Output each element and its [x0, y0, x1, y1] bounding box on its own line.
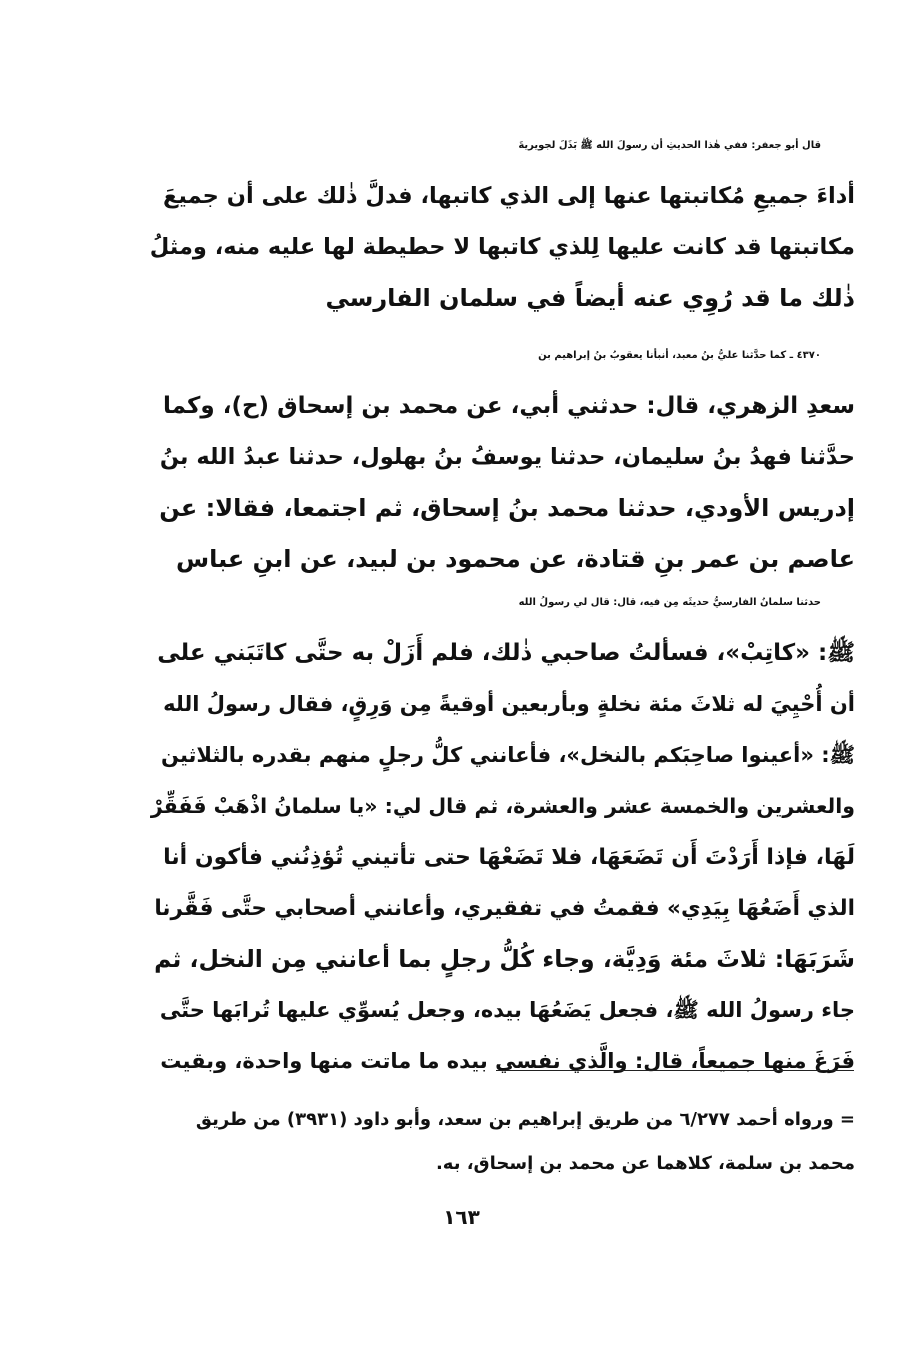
text-line: الذي أَضَعُهَا بِيَدِي» فقمتُ في تفقيري، وأعانني أصحابي حتَّى فَقَّرنا — [154, 896, 855, 921]
text-line: إدريس الأودي، حدثنا محمد بنُ إسحاق، ثم اجتمعا، فقالا: عن — [159, 494, 855, 522]
text-line: حدثنا سلمانُ الفارسيُّ حديثَه مِن فيه، قال: قال لي رسولُ الله — [518, 597, 821, 608]
text-line: مكاتبتها قد كانت عليها لِلذي كاتبها لا حطيطة لها عليه منه، ومثلُ — [149, 234, 855, 260]
footnote — [150, 1098, 855, 1186]
text-line: ٤٣٧٠ ـ كما حدَّثنا عليُّ بنُ معبد، أنبأنا يعقوبُ بنُ إبراهيم بن — [538, 350, 821, 361]
paragraph-hadith-chain — [150, 330, 855, 585]
text-line: ﷺ: «أعينوا صاحِبَكم بالنخل»، فأعانني كلُّ رجلٍ منهم بقدره بالثلاثين — [161, 743, 855, 767]
text-line: شَرَبَهَا: ثلاثَ مئة وَدِيَّة، وجاء كُلُّ رجلٍ بما أعانني مِن النخل، ثم — [154, 945, 855, 973]
text-line: حدَّثنا فهدُ بنُ سليمان، حدثنا يوسفُ بنُ بهلول، حدثنا عبدُ الله بنُ — [159, 444, 855, 470]
page-number: ١٦٣ — [443, 1205, 480, 1229]
text-line: لَهَا، فإذا أَرَدْتَ أَن تَضَعَهَا، فلا تَضَعْهَا حتى تأتيني تُؤذِنُني فأكون أنا — [163, 845, 855, 870]
text-line: أن أُحْيِيَ له ثلاثَ مئة نخلةٍ وبأربعين أوقيةً مِن وَرِقٍ، فقال رسولُ الله — [163, 692, 855, 716]
text-line: ﷺ: «كاتِبْ»، فسألتُ صاحبي ذٰلك، فلم أَزَلْ به حتَّى كاتَبَني على — [157, 640, 855, 666]
paragraph-hadith-text — [150, 577, 855, 1087]
text-line: عاصم بن عمر بنِ قتادة، عن محمود بن لبيد، عن ابنِ عباس — [175, 545, 855, 573]
footnote-divider — [496, 1070, 854, 1071]
text-line: جاء رسولُ الله ﷺ، فجعل يَضَعُهَا بيده، وجعل يُسوِّي عليها تُرابَها حتَّى — [159, 998, 855, 1022]
paragraph-commentary — [150, 120, 855, 324]
text-line: فَرَغَ منها جميعاً، قال: والَّذي نفسي بيده ما ماتت منها واحدة، وبقيت — [160, 1049, 855, 1073]
footnote-line: محمد بن سلمة، كلاهما عن محمد بن إسحاق، به. — [435, 1153, 855, 1174]
footnote-line: = ورواه أحمد ٦/٢٧٧ من طريق إبراهيم بن سعد، وأبو داود (٣٩٣١) من طريق — [195, 1109, 855, 1130]
text-line: سعدِ الزهري، قال: حدثني أبي، عن محمد بن إسحاق (ح)، وكما — [163, 393, 855, 419]
text-line: قال أبو جعفر: ففي هٰذا الحديثِ أن رسولَ الله ﷺ بَذَلَ لجويريةَ — [518, 140, 821, 151]
text-line: ذٰلك ما قد رُوِي عنه أيضاً في سلمان الفارسي — [325, 284, 855, 312]
text-line: والعشرين والخمسة عشر والعشرة، ثم قال لي: «يا سلمانُ اذْهَبْ فَفَقِّرْ — [150, 794, 855, 818]
text-line: أداءَ جميعِ مُكاتبتها عنها إلى الذي كاتبها، فدلَّ ذٰلك على أن جميعَ — [163, 183, 855, 209]
